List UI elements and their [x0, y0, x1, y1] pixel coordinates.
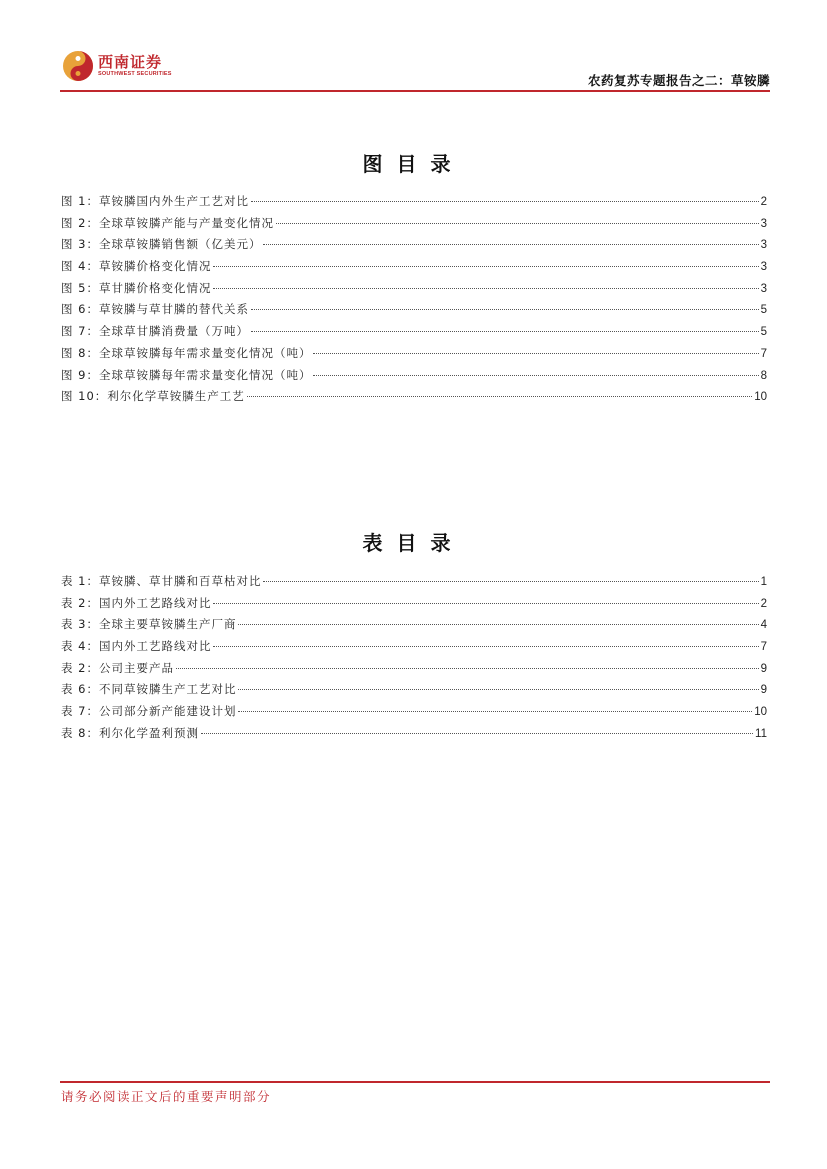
table-list-entry[interactable] [61, 660, 767, 682]
dot-leader [213, 266, 758, 267]
footer-disclaimer: 请务必阅读正文后的重要声明部分 [61, 1089, 272, 1104]
entry-page-number: 3 [760, 282, 767, 295]
table-list-entry[interactable] [61, 573, 767, 595]
entry-label: 图 2：全球草铵膦产能与产量变化情况 [61, 215, 274, 230]
logo-english-name: SOUTHWEST SECURITIES [98, 71, 172, 77]
entry-page-number: 3 [760, 217, 767, 230]
figure-list-title: 图目录 [362, 152, 465, 176]
entry-page-number: 9 [760, 684, 767, 697]
dot-leader [313, 375, 758, 376]
entry-label: 图 3：全球草铵膦销售额（亿美元） [61, 237, 262, 252]
entry-label: 表 1：草铵膦、草甘膦和百草枯对比 [61, 574, 262, 588]
entry-page-number: 5 [760, 326, 767, 339]
entry-label: 图 5：草甘膦价格变化情况 [61, 280, 212, 295]
entry-label: 图 6：草铵膦与草甘膦的替代关系 [61, 302, 249, 317]
figure-list-entry[interactable] [61, 367, 767, 389]
dot-leader [238, 624, 758, 625]
dot-leader [276, 223, 759, 224]
figure-list-entry[interactable] [61, 193, 767, 215]
entry-label: 表 6：不同草铵膦生产工艺对比 [61, 682, 237, 697]
table-list-entry[interactable] [61, 725, 767, 747]
entry-label: 表 8：利尔化学盈利预测 [61, 725, 199, 740]
entry-label: 表 2：公司主要产品 [61, 660, 174, 675]
table-list-entry[interactable] [61, 703, 767, 725]
figure-list-entry[interactable] [61, 301, 767, 323]
table-list-entry[interactable] [61, 595, 767, 617]
dot-leader [238, 711, 752, 712]
entry-label: 图 8：全球草铵膦每年需求量变化情况（吨） [61, 345, 312, 360]
entry-page-number: 7 [760, 641, 767, 654]
entry-page-number: 1 [760, 576, 767, 588]
entry-page-number: 7 [760, 347, 767, 360]
entry-page-number: 10 [754, 391, 767, 404]
dot-leader [251, 201, 759, 202]
figure-list-entry[interactable] [61, 280, 767, 302]
company-logo [62, 50, 172, 82]
figure-list-entry[interactable] [61, 345, 767, 367]
dot-leader [213, 288, 758, 289]
dot-leader [176, 668, 759, 669]
entry-page-number: 2 [760, 196, 767, 208]
dot-leader [313, 353, 758, 354]
table-list [61, 573, 767, 747]
entry-label: 表 2：国内外工艺路线对比 [61, 595, 212, 610]
header-divider [60, 90, 770, 92]
footer-divider [60, 1081, 770, 1083]
dot-leader [213, 646, 758, 647]
entry-page-number: 2 [760, 597, 767, 610]
entry-label: 图 10：利尔化学草铵膦生产工艺 [61, 389, 245, 404]
page-header [60, 44, 770, 92]
report-title: 农药复苏专题报告之二：草铵膦 [587, 73, 770, 88]
entry-label: 图 4：草铵膦价格变化情况 [61, 259, 212, 274]
logo-chinese-name: 西南证券 [98, 53, 163, 71]
figure-list [61, 193, 767, 410]
entry-page-number: 9 [760, 662, 767, 675]
entry-label: 图 7：全球草甘膦消费量（万吨） [61, 324, 249, 339]
table-list-entry[interactable] [61, 681, 767, 703]
figure-list-entry[interactable] [61, 323, 767, 345]
dot-leader [251, 309, 759, 310]
entry-label: 表 3：全球主要草铵膦生产厂商 [61, 617, 237, 632]
entry-page-number: 10 [754, 706, 767, 719]
entry-page-number: 4 [760, 619, 767, 632]
entry-label: 表 4：国内外工艺路线对比 [61, 639, 212, 654]
dot-leader [201, 733, 753, 734]
entry-page-number: 5 [760, 304, 767, 317]
dot-leader [263, 244, 758, 245]
entry-page-number: 11 [755, 727, 767, 740]
entry-page-number: 3 [760, 261, 767, 274]
entry-label: 图 1：草铵膦国内外生产工艺对比 [61, 194, 249, 208]
entry-page-number: 8 [760, 369, 767, 382]
figure-list-entry[interactable] [61, 236, 767, 258]
dot-leader [247, 396, 752, 397]
entry-label: 表 7：公司部分新产能建设计划 [61, 704, 237, 719]
entry-page-number: 3 [760, 239, 767, 252]
table-list-entry[interactable] [61, 616, 767, 638]
logo-mark-icon [62, 50, 94, 82]
dot-leader [263, 581, 758, 582]
figure-list-entry[interactable] [61, 215, 767, 237]
table-list-entry[interactable] [61, 638, 767, 660]
dot-leader [251, 331, 759, 332]
figure-list-entry[interactable] [61, 258, 767, 280]
entry-label: 图 9：全球草铵膦每年需求量变化情况（吨） [61, 367, 312, 382]
dot-leader [238, 689, 758, 690]
dot-leader [213, 603, 758, 604]
table-list-title: 表目录 [362, 531, 465, 555]
figure-list-entry[interactable] [61, 388, 767, 410]
